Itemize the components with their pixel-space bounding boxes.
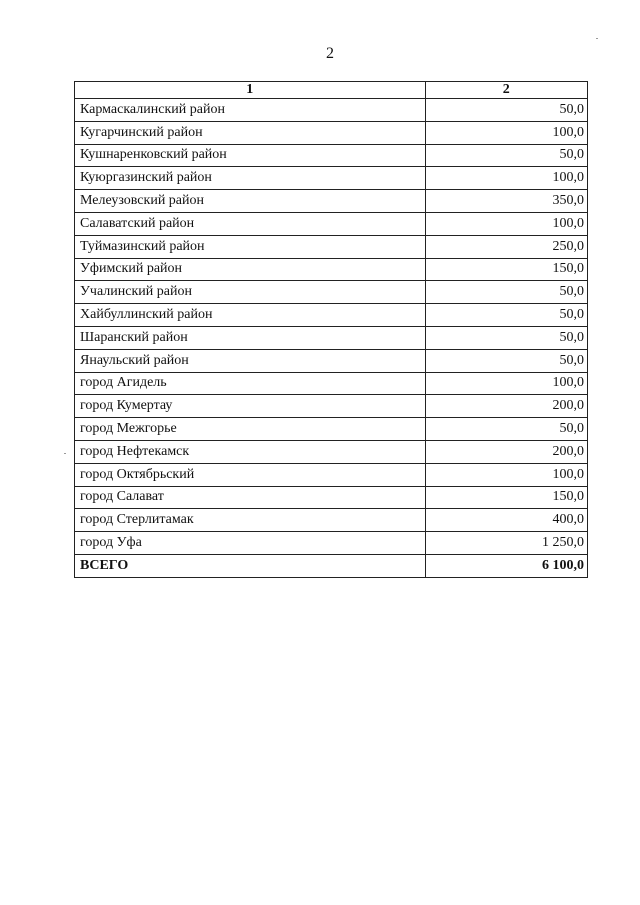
row-value-cell: 50,0: [425, 99, 587, 122]
row-value-cell: 150,0: [425, 258, 587, 281]
table-row: [75, 509, 588, 532]
row-name-cell: Уфимский район: [75, 258, 426, 281]
total-label: ВСЕГО: [75, 554, 426, 577]
row-value-cell: 200,0: [425, 395, 587, 418]
page-number: 2: [326, 45, 334, 62]
row-value-cell: 350,0: [425, 190, 587, 213]
row-name-cell: Хайбуллинский район: [75, 304, 426, 327]
table-row: [75, 304, 588, 327]
table-row: [75, 258, 588, 281]
row-name-cell: Кармаскалинский район: [75, 99, 426, 122]
row-name-cell: Шаранский район: [75, 326, 426, 349]
row-value-cell: 250,0: [425, 235, 587, 258]
table-row: [75, 418, 588, 441]
table-row: [75, 463, 588, 486]
table-row: [75, 349, 588, 372]
row-value-cell: 100,0: [425, 212, 587, 235]
row-value-cell: 50,0: [425, 304, 587, 327]
row-value-cell: 100,0: [425, 372, 587, 395]
row-value-cell: 50,0: [425, 326, 587, 349]
table-row: [75, 281, 588, 304]
table-row: [75, 144, 588, 167]
row-value-cell: 50,0: [425, 349, 587, 372]
table-row: [75, 167, 588, 190]
row-name-cell: Туймазинский район: [75, 235, 426, 258]
column-header-2: 2: [425, 82, 587, 99]
row-name-cell: город Стерлитамак: [75, 509, 426, 532]
row-name-cell: город Уфа: [75, 532, 426, 555]
row-value-cell: 100,0: [425, 167, 587, 190]
row-name-cell: город Агидель: [75, 372, 426, 395]
allocation-table: [74, 81, 588, 578]
scan-speck: [64, 453, 66, 454]
row-name-cell: Янаульский район: [75, 349, 426, 372]
scan-speck: [596, 38, 598, 39]
row-value-cell: 50,0: [425, 418, 587, 441]
table-row: [75, 395, 588, 418]
row-name-cell: город Кумертау: [75, 395, 426, 418]
row-value-cell: 50,0: [425, 281, 587, 304]
table-row: [75, 212, 588, 235]
row-name-cell: город Салават: [75, 486, 426, 509]
row-value-cell: 100,0: [425, 121, 587, 144]
table-row: [75, 190, 588, 213]
row-name-cell: город Межгорье: [75, 418, 426, 441]
row-name-cell: Учалинский район: [75, 281, 426, 304]
table-row: [75, 372, 588, 395]
row-value-cell: 1 250,0: [425, 532, 587, 555]
table-row: [75, 486, 588, 509]
table-body: [75, 99, 588, 578]
row-name-cell: Кугарчинский район: [75, 121, 426, 144]
table-row: [75, 326, 588, 349]
table-row: [75, 121, 588, 144]
row-name-cell: город Нефтекамск: [75, 440, 426, 463]
row-name-cell: Куюргазинский район: [75, 167, 426, 190]
total-value: 6 100,0: [425, 554, 587, 577]
row-value-cell: 50,0: [425, 144, 587, 167]
row-value-cell: 200,0: [425, 440, 587, 463]
table-row: [75, 440, 588, 463]
table-row: [75, 99, 588, 122]
row-value-cell: 400,0: [425, 509, 587, 532]
table-row: [75, 235, 588, 258]
row-value-cell: 150,0: [425, 486, 587, 509]
row-name-cell: город Октябрьский: [75, 463, 426, 486]
table-header-row: [75, 82, 588, 99]
row-name-cell: Салаватский район: [75, 212, 426, 235]
table-row: [75, 532, 588, 555]
row-name-cell: Кушнаренковский район: [75, 144, 426, 167]
row-value-cell: 100,0: [425, 463, 587, 486]
column-header-1: 1: [75, 82, 426, 99]
total-row: [75, 554, 588, 577]
row-name-cell: Мелеузовский район: [75, 190, 426, 213]
